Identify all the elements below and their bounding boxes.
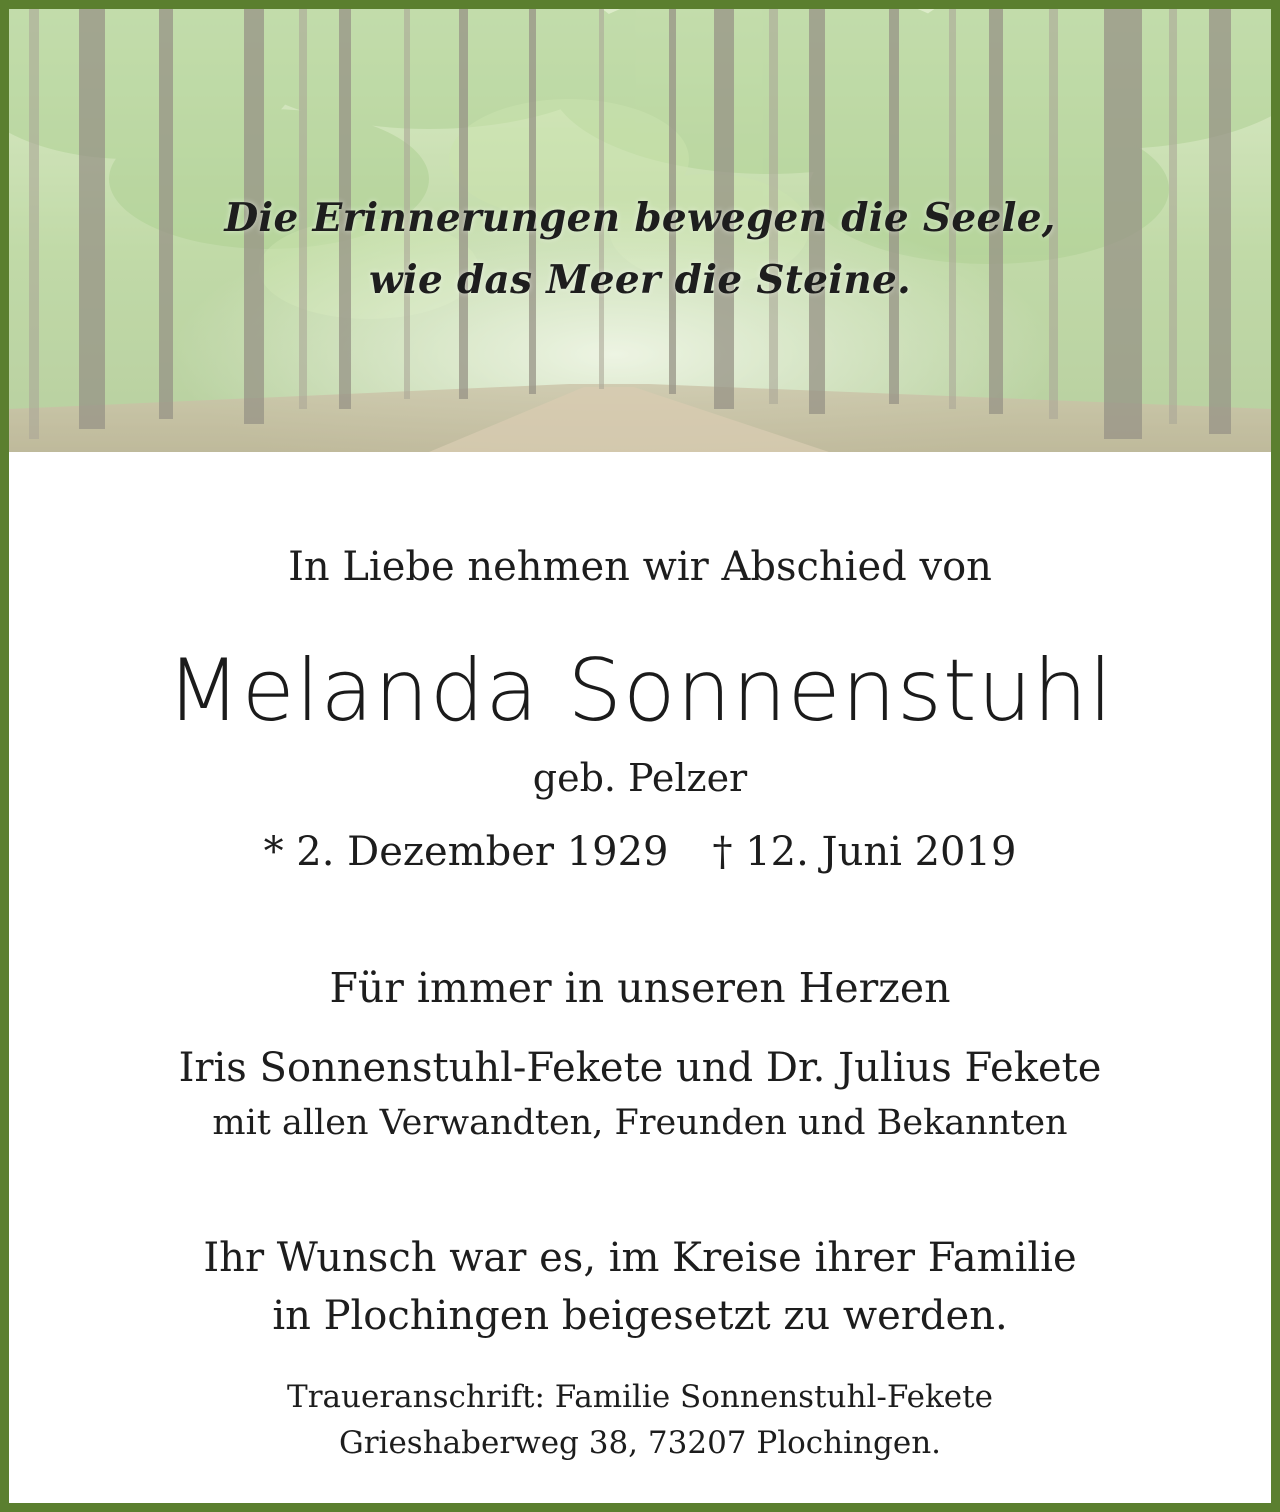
mourners-names: Iris Sonnenstuhl-Fekete und Dr. Julius Fekete [178, 1045, 1102, 1091]
condolence-address-line-2: Grieshaberweg 38, 73207 Plochingen. [338, 1425, 942, 1461]
birth-date: * 2. Dezember 1929 [263, 829, 669, 875]
burial-wish-line-1: Ihr Wunsch war es, im Kreise ihrer Familie [203, 1235, 1077, 1281]
mourners-relatives: mit allen Verwandten, Freunden und Bekannten [212, 1103, 1068, 1143]
memorial-quote-line-2: wie das Meer die Steine. [368, 257, 911, 303]
forever-text: Für immer in unseren Herzen [329, 964, 951, 1012]
death-date: † 12. Juni 2019 [712, 829, 1017, 875]
condolence-address-line-1: Traueranschrift: Familie Sonnenstuhl-Fekete [287, 1379, 993, 1415]
maiden-name: geb. Pelzer [532, 756, 748, 800]
intro-text: In Liebe nehmen wir Abschied von [288, 544, 992, 590]
life-dates [9, 829, 1271, 875]
deceased-name: Melanda Sonnenstuhl [166, 641, 1114, 741]
memorial-quote-line-1: Die Erinnerungen bewegen die Seele, [224, 195, 1056, 241]
burial-wish-line-2: in Plochingen beigesetzt zu werden. [272, 1293, 1008, 1339]
